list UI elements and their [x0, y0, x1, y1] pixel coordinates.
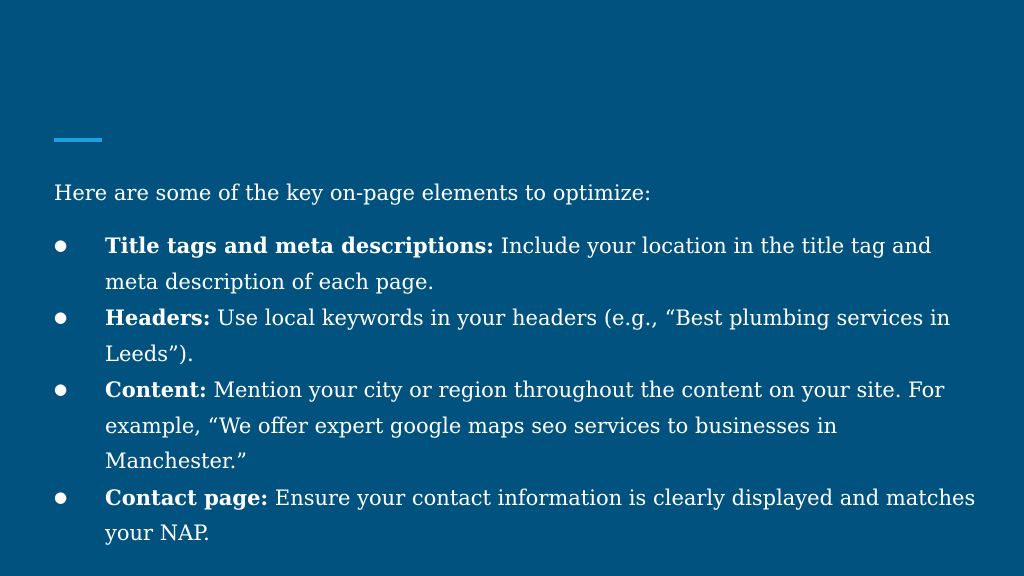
list-item-headers	[54, 300, 984, 372]
bullet-text: Mention your city or region throughout the content on your site. For example, “We offer expert google maps seo services to businesses in Manchester.”	[105, 378, 945, 473]
bullet-list	[54, 228, 984, 552]
bullet-term: Title tags and meta descriptions:	[105, 233, 495, 258]
bullet-icon: ●	[54, 308, 68, 326]
bullet-term: Contact page:	[105, 484, 269, 510]
intro-text: Here are some of the key on-page elements to optimize:	[54, 181, 652, 205]
bullet-text: Include your location in the title tag and meta description of each page.	[105, 234, 932, 294]
bullet-term: Content:	[105, 377, 207, 402]
accent-bar	[54, 138, 102, 142]
bullet-term: Headers:	[105, 305, 211, 330]
bullet-icon: ●	[54, 487, 68, 506]
list-item-title-tags	[54, 228, 984, 300]
bullet-text: Ensure your contact information is clearly displayed and matches your NAP.	[105, 485, 976, 545]
list-item-contact-page	[54, 480, 984, 552]
bullet-text: Use local keywords in your headers (e.g., “Best plumbing services in Leeds”).	[105, 306, 951, 366]
list-item-content	[54, 372, 984, 480]
bullet-icon: ●	[54, 380, 68, 398]
bullet-icon: ●	[54, 236, 68, 254]
